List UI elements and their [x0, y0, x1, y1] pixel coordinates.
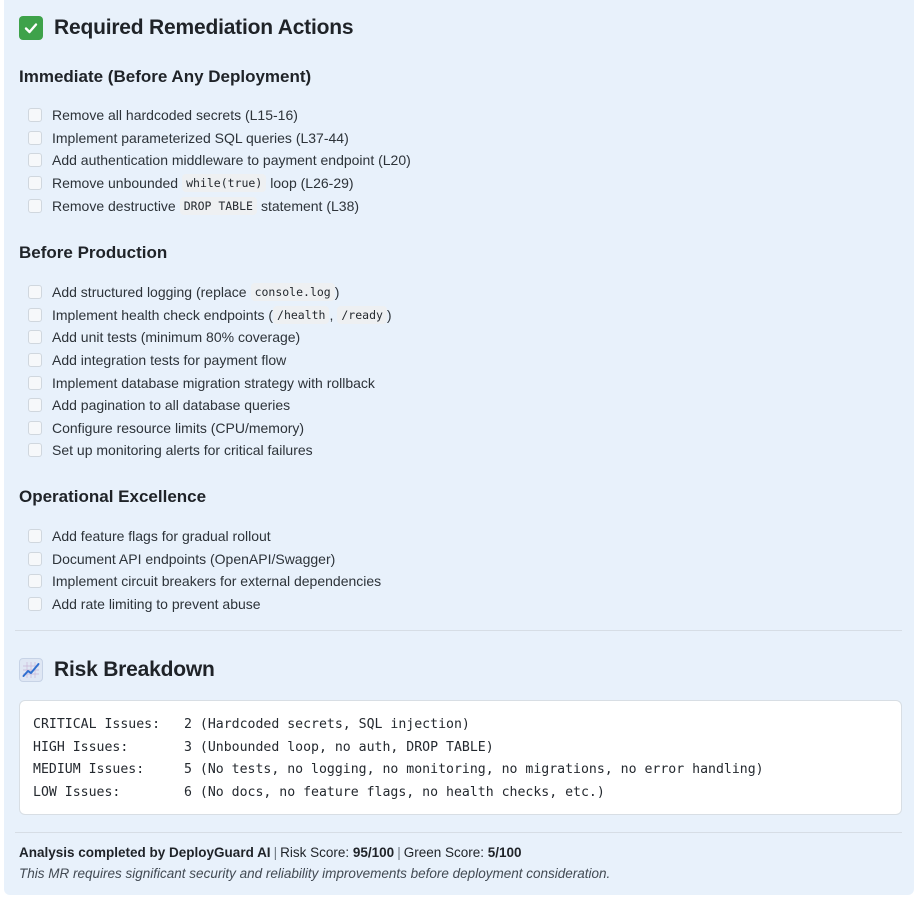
task-text: Implement database migration strategy with rollback	[52, 374, 375, 391]
task-text: Remove all hardcoded secrets (L15-16)	[52, 107, 298, 124]
task-text: Set up monitoring alerts for critical failures	[52, 442, 313, 459]
operational-heading: Operational Excellence	[19, 487, 207, 506]
risk-label: HIGH Issues:	[33, 739, 129, 755]
section-divider	[15, 630, 902, 631]
risk-value: 6 (No docs, no feature flags, no health checks, etc.)	[184, 784, 605, 800]
task-checkbox[interactable]	[28, 574, 42, 588]
risk-code-block	[19, 700, 902, 815]
risk-title: Risk Breakdown	[54, 658, 215, 681]
task-text: Remove unbounded	[52, 175, 179, 192]
task-text: Remove destructive	[52, 197, 176, 214]
task-checkbox[interactable]	[28, 529, 42, 543]
task-checkbox[interactable]	[28, 421, 42, 435]
risk-label: LOW Issues:	[33, 784, 121, 800]
task-checkbox[interactable]	[28, 131, 42, 145]
check-mark-icon	[19, 16, 43, 40]
task-text: ,	[329, 306, 334, 323]
task-item	[28, 593, 381, 616]
task-item	[28, 570, 381, 593]
immediate-heading: Immediate (Before Any Deployment)	[19, 67, 312, 86]
task-text: Add authentication middleware to payment endpoint (L20)	[52, 152, 411, 169]
task-text: Configure resource limits (CPU/memory)	[52, 419, 305, 436]
task-checkbox[interactable]	[28, 153, 42, 167]
task-item	[28, 548, 381, 571]
remediation-heading	[19, 16, 353, 40]
task-item	[28, 194, 411, 217]
task-checkbox[interactable]	[28, 285, 42, 299]
immediate-task-list	[28, 104, 411, 217]
task-checkbox[interactable]	[28, 443, 42, 457]
task-checkbox[interactable]	[28, 552, 42, 566]
task-checkbox[interactable]	[28, 376, 42, 390]
task-item	[28, 149, 411, 172]
task-item	[28, 326, 392, 349]
task-text: Implement parameterized SQL queries (L37-44)	[52, 129, 349, 146]
task-item	[28, 304, 392, 327]
risk-value: 3 (Unbounded loop, no auth, DROP TABLE)	[184, 739, 494, 755]
task-checkbox[interactable]	[28, 308, 42, 322]
task-checkbox[interactable]	[28, 176, 42, 190]
inline-code: DROP TABLE	[180, 197, 257, 215]
production-heading: Before Production	[19, 243, 168, 262]
task-checkbox[interactable]	[28, 330, 42, 344]
task-checkbox[interactable]	[28, 597, 42, 611]
inline-code: /health	[273, 306, 329, 324]
task-text: Add pagination to all database queries	[52, 397, 291, 414]
task-item	[28, 127, 411, 150]
task-text: )	[386, 306, 392, 323]
risk-score-value: 95/100	[352, 845, 395, 860]
inline-code: while(true)	[182, 174, 266, 192]
inline-code: console.log	[251, 283, 335, 301]
risk-row	[33, 782, 888, 805]
task-item	[28, 525, 381, 548]
task-item	[28, 349, 392, 372]
operational-task-list	[28, 525, 381, 615]
task-text: )	[334, 284, 340, 301]
task-text: Add feature flags for gradual rollout	[52, 528, 271, 545]
task-text: Implement circuit breakers for external dependencies	[52, 573, 382, 590]
task-checkbox[interactable]	[28, 398, 42, 412]
task-text: Add unit tests (minimum 80% coverage)	[52, 329, 301, 346]
task-item	[28, 371, 392, 394]
task-text: Implement health check endpoints (	[52, 306, 274, 323]
task-checkbox[interactable]	[28, 353, 42, 367]
risk-score-label: Risk Score:	[280, 845, 350, 860]
production-task-list	[28, 281, 392, 462]
green-score-label: Green Score:	[403, 845, 484, 860]
task-item	[28, 394, 392, 417]
risk-value: 2 (Hardcoded secrets, SQL injection)	[184, 717, 470, 732]
task-text: Add structured logging (replace	[52, 284, 247, 301]
task-item	[28, 104, 411, 127]
task-text: statement (L38)	[260, 197, 360, 214]
risk-row	[33, 759, 888, 782]
risk-row	[33, 737, 888, 760]
task-text: loop (L26-29)	[270, 175, 354, 192]
risk-row	[33, 714, 888, 737]
chart-increasing-icon	[19, 658, 43, 682]
task-text: Add rate limiting to prevent abuse	[52, 596, 261, 613]
task-checkbox[interactable]	[28, 108, 42, 122]
analysis-credit: Analysis completed by DeployGuard AI	[19, 845, 271, 860]
task-item	[28, 417, 392, 440]
analysis-note: This MR requires significant security and reliability improvements before deployment consideration.	[19, 866, 611, 881]
analysis-summary: Analysis completed by DeployGuard AI | Risk Score: 95/100 | Green Score: 5/100	[19, 845, 522, 860]
task-item	[28, 281, 392, 304]
footer-divider	[15, 832, 902, 833]
risk-heading	[19, 658, 215, 682]
remediation-title: Required Remediation Actions	[54, 16, 354, 39]
task-text: Document API endpoints (OpenAPI/Swagger)	[52, 550, 336, 567]
inline-code: /ready	[337, 306, 387, 324]
task-checkbox[interactable]	[28, 199, 42, 213]
risk-label: CRITICAL Issues:	[33, 717, 161, 732]
risk-value: 5 (No tests, no logging, no monitoring, no migrations, no error handling)	[184, 762, 764, 778]
task-text: Add integration tests for payment flow	[52, 352, 287, 369]
green-score-value: 5/100	[487, 845, 522, 860]
task-item	[28, 172, 411, 195]
task-item	[28, 439, 392, 462]
risk-label: MEDIUM Issues:	[33, 762, 145, 778]
